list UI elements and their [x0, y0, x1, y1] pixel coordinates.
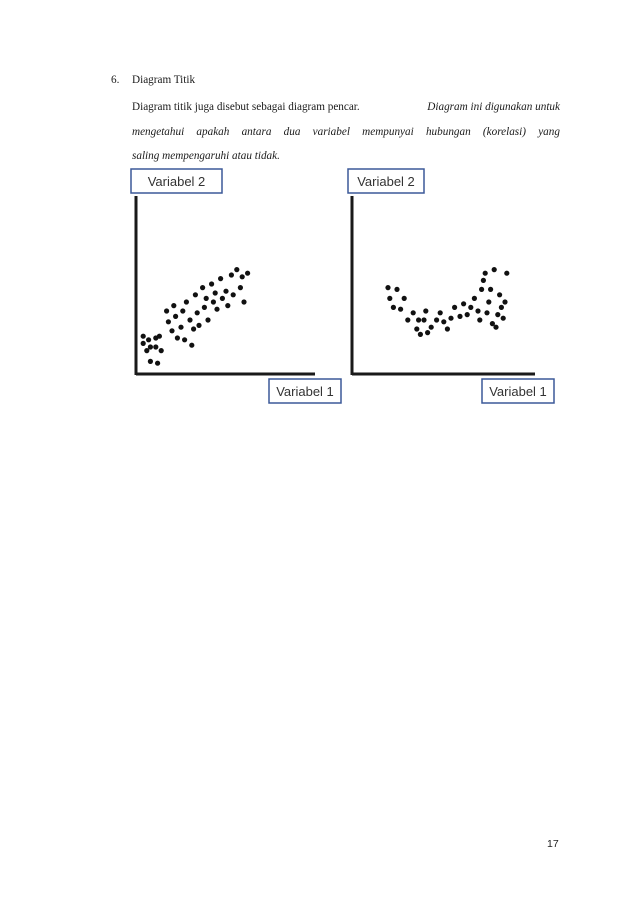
scatter-point: [492, 267, 497, 272]
scatter-point: [173, 314, 178, 319]
scatter-point: [184, 299, 189, 304]
scatter-points: [385, 267, 509, 337]
scatter-point: [441, 319, 446, 324]
scatter-point: [461, 301, 466, 306]
scatter-point: [484, 310, 489, 315]
scatter-point: [416, 317, 421, 322]
scatter-point: [157, 334, 162, 339]
scatter-point: [209, 281, 214, 286]
scatter-point: [240, 274, 245, 279]
scatter-point: [196, 323, 201, 328]
paragraph-line-1-normal: Diagram titik juga disebut sebagai diagram pencar.: [132, 101, 360, 113]
scatter-chart-positive: [131, 169, 341, 403]
scatter-point: [182, 337, 187, 342]
scatter-point: [238, 285, 243, 290]
scatter-point: [231, 292, 236, 297]
x-axis-label: Variabel 1: [276, 384, 334, 399]
section-heading: [111, 74, 195, 86]
scatter-point: [245, 271, 250, 276]
paragraph-word: (korelasi): [482, 125, 526, 138]
paragraph-word: apakah: [196, 125, 230, 138]
scatter-point: [468, 305, 473, 310]
scatter-point: [452, 305, 457, 310]
scatter-point: [220, 296, 225, 301]
paragraph-line-3: saling mempengaruhi atau tidak.: [132, 150, 280, 162]
scatter-point: [191, 326, 196, 331]
scatter-point: [495, 312, 500, 317]
scatter-point: [481, 278, 486, 283]
scatter-point: [204, 296, 209, 301]
paragraph-line-1: [132, 95, 560, 120]
scatter-point: [479, 287, 484, 292]
scatter-point: [153, 344, 158, 349]
scatter-point: [213, 290, 218, 295]
scatter-chart-no-correlation: [348, 169, 554, 403]
paragraph-word: antara: [241, 125, 272, 138]
scatter-diagrams-figure: [125, 164, 565, 409]
scatter-point: [141, 334, 146, 339]
paragraph-word: hubungan: [425, 125, 471, 138]
scatter-point: [465, 312, 470, 317]
scatter-point: [497, 292, 502, 297]
scatter-point: [411, 310, 416, 315]
scatter-points: [141, 267, 251, 366]
scatter-point: [493, 325, 498, 330]
paragraph-line-1-italic: Diagram ini digunakan untuk: [427, 101, 560, 113]
scatter-point: [225, 303, 230, 308]
paragraph-word: dua: [283, 125, 301, 138]
scatter-point: [205, 317, 210, 322]
scatter-point: [146, 337, 151, 342]
scatter-point: [394, 287, 399, 292]
scatter-point: [164, 308, 169, 313]
scatter-point: [391, 305, 396, 310]
scatter-point: [195, 310, 200, 315]
scatter-point: [385, 285, 390, 290]
y-axis-label: Variabel 2: [147, 174, 206, 189]
page-number: 17: [547, 838, 559, 850]
paragraph-word: mengetahui: [132, 125, 185, 138]
scatter-point: [425, 330, 430, 335]
scatter-point: [418, 332, 423, 337]
scatter-point: [501, 316, 506, 321]
scatter-point: [178, 325, 183, 330]
scatter-diagrams-svg: [125, 164, 565, 409]
scatter-point: [193, 292, 198, 297]
scatter-point: [171, 303, 176, 308]
scatter-point: [421, 317, 426, 322]
scatter-point: [175, 335, 180, 340]
x-axis-label: Variabel 1: [489, 384, 547, 399]
scatter-point: [423, 308, 428, 313]
section-number: 6.: [111, 74, 120, 86]
scatter-point: [457, 314, 462, 319]
scatter-point: [445, 326, 450, 331]
scatter-point: [148, 344, 153, 349]
scatter-point: [486, 299, 491, 304]
scatter-point: [448, 316, 453, 321]
scatter-point: [483, 271, 488, 276]
paragraph-line-2: [132, 120, 560, 145]
scatter-point: [169, 328, 174, 333]
scatter-point: [488, 287, 493, 292]
scatter-point: [223, 289, 228, 294]
scatter-point: [187, 317, 192, 322]
scatter-point: [202, 305, 207, 310]
scatter-point: [234, 267, 239, 272]
paragraph-word: variabel: [312, 125, 350, 138]
scatter-point: [429, 325, 434, 330]
scatter-point: [499, 305, 504, 310]
scatter-point: [405, 317, 410, 322]
scatter-point: [159, 348, 164, 353]
paragraph-word: mempunyai: [362, 125, 414, 138]
scatter-point: [148, 359, 153, 364]
scatter-point: [141, 341, 146, 346]
scatter-point: [241, 299, 246, 304]
scatter-point: [477, 317, 482, 322]
scatter-point: [398, 307, 403, 312]
scatter-point: [387, 296, 392, 301]
section-paragraph: [132, 95, 560, 169]
scatter-point: [502, 299, 507, 304]
section-title: Diagram Titik: [132, 74, 196, 86]
scatter-point: [414, 326, 419, 331]
scatter-point: [200, 285, 205, 290]
scatter-point: [229, 272, 234, 277]
scatter-point: [438, 310, 443, 315]
scatter-point: [475, 308, 480, 313]
scatter-point: [504, 271, 509, 276]
scatter-point: [155, 361, 160, 366]
scatter-point: [402, 296, 407, 301]
scatter-point: [434, 317, 439, 322]
scatter-point: [166, 319, 171, 324]
scatter-point: [180, 308, 185, 313]
paragraph-word: yang: [538, 125, 560, 138]
scatter-point: [189, 343, 194, 348]
y-axis-label: Variabel 2: [357, 174, 415, 189]
scatter-point: [218, 276, 223, 281]
scatter-point: [472, 296, 477, 301]
scatter-point: [214, 307, 219, 312]
scatter-point: [211, 299, 216, 304]
